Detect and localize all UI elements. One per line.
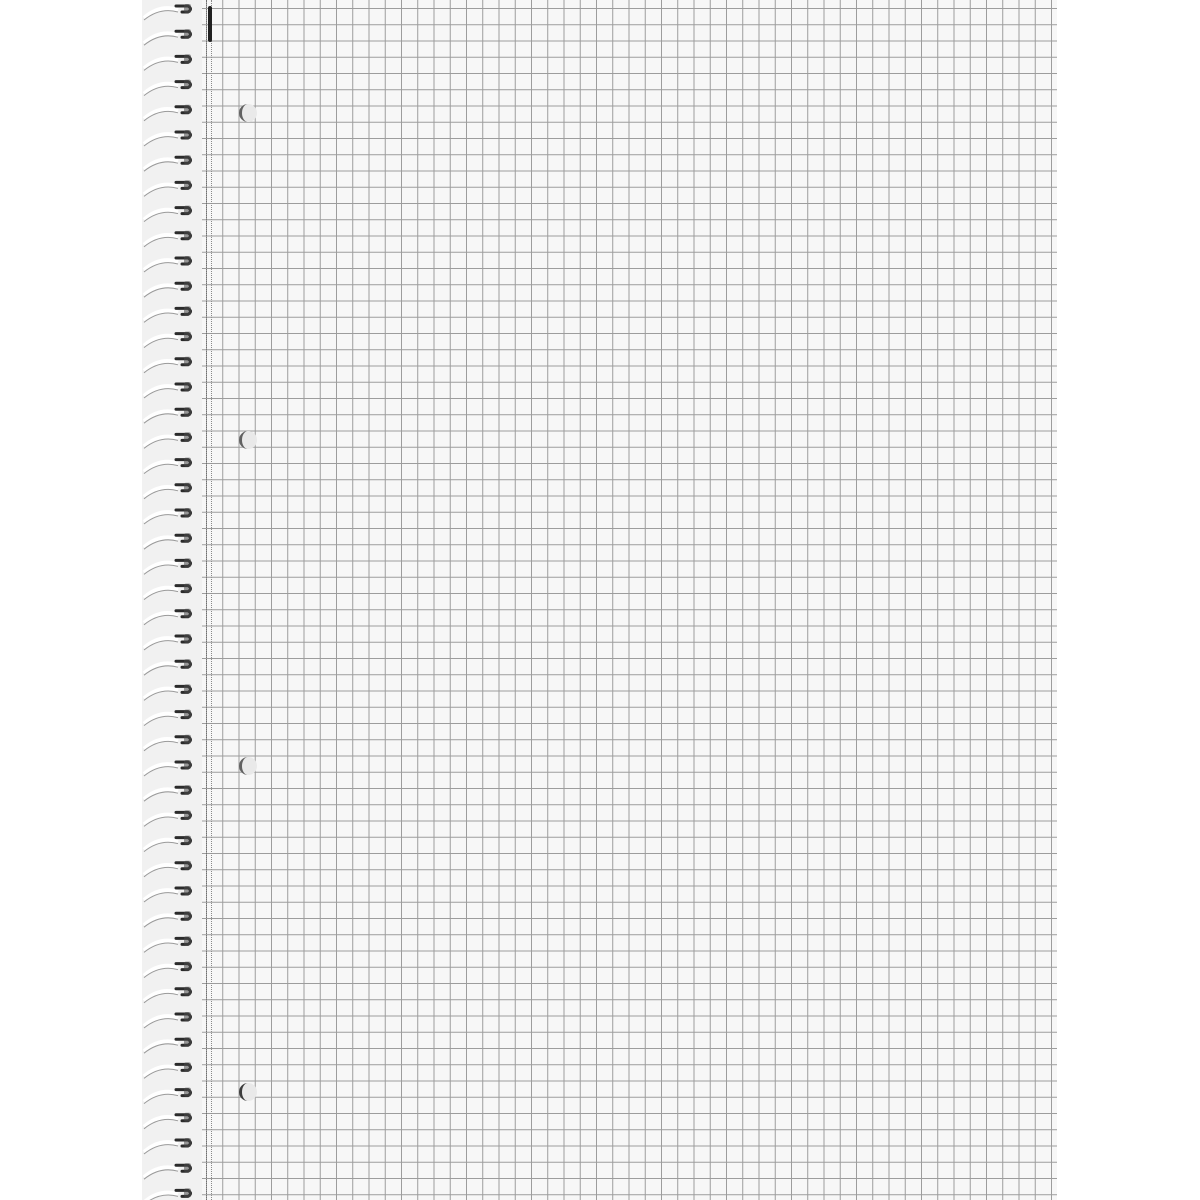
- punch-hole: [239, 104, 257, 122]
- grid-paper: [202, 0, 1057, 1200]
- punch-hole: [239, 1083, 257, 1101]
- punch-hole: [239, 757, 257, 775]
- punch-hole: [239, 431, 257, 449]
- punch-holes: [0, 0, 300, 1200]
